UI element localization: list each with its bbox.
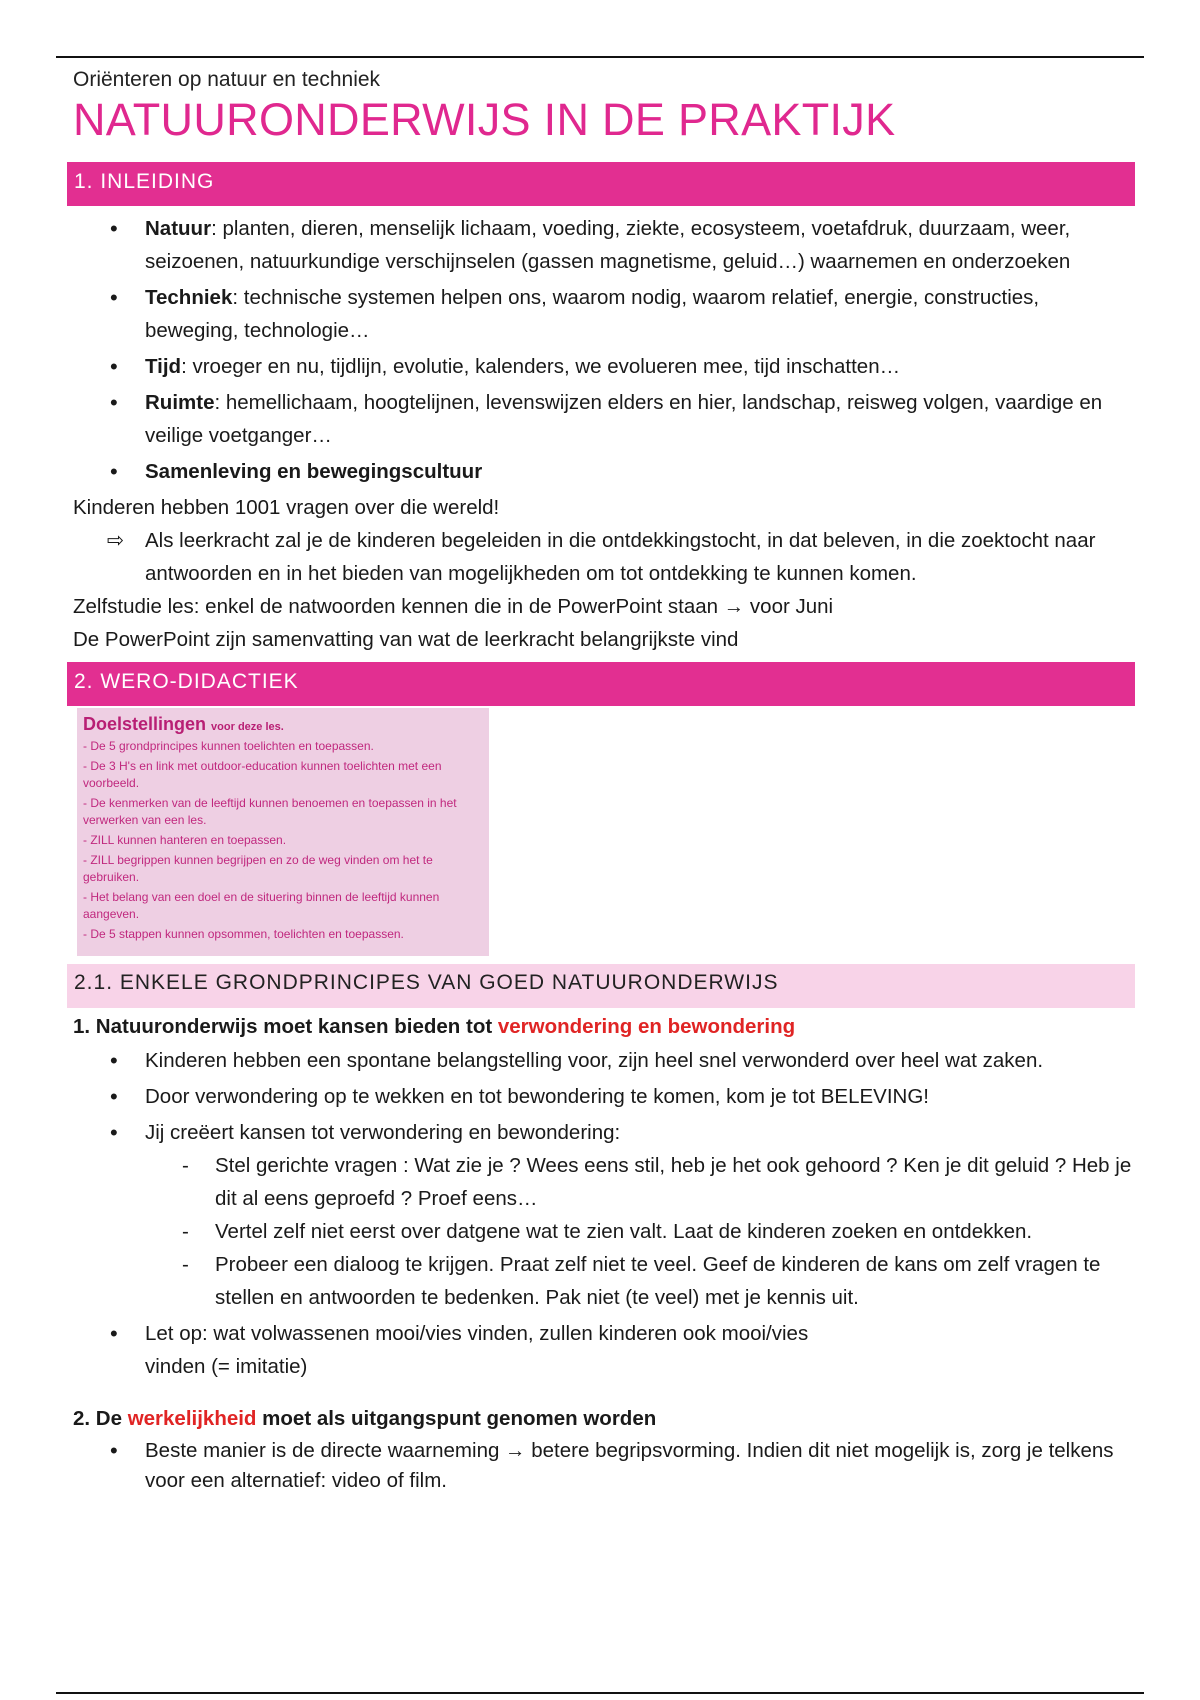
section-heading-inleiding: 1. INLEIDING [67, 162, 1135, 206]
goal-line: - De 3 H's en link met outdoor-education kunnen toelichten met een voorbeeld. [83, 759, 442, 790]
paragraph-selfstudy: Zelfstudie les: enkel de natwoorden kennen die in de PowerPoint staan → voor Juni [73, 595, 834, 618]
bullet-icon: • [110, 1048, 118, 1073]
goal-line: - ZILL kunnen hanteren en toepassen. [83, 833, 287, 847]
goal-line: - ZILL begrippen kunnen begrijpen en zo de weg vinden om het te gebruiken. [83, 853, 433, 884]
bottom-rule [56, 1692, 1144, 1694]
dash-list [145, 1149, 1135, 1314]
dash-item: - Stel gerichte vragen : Wat zie je ? Wees eens stil, heb je het ook gehoord ? Ken je dit geluid ? Heb je dit al eens geproefd ? Proef eens… [182, 1154, 1132, 1210]
subsection-heading-grondprincipes: 2.1. ENKELE GRONDPRINCIPES VAN GOED NATUURONDERWIJS [67, 964, 1135, 1008]
goals-box [77, 708, 489, 956]
list-item: • Samenleving en bewegingscultuur [67, 455, 1135, 488]
list-item: • Natuur: planten, dieren, menselijk lichaam, voeding, ziekte, ecosysteem, voetafdruk, duurzaam, weer, seizoenen, natuurkundige verschijnselen (gassen magnetisme, geluid…) waarnemen en onderzoeken [67, 212, 1135, 278]
list-item: • Kinderen hebben een spontane belangstelling voor, zijn heel snel verwonderd over heel wat zaken. [67, 1044, 1135, 1077]
principle-2-list [67, 1436, 1135, 1496]
bullet-icon: • [110, 285, 118, 310]
bullet-icon: • [110, 390, 118, 415]
document-page [67, 68, 1135, 1499]
bullet-icon: • [110, 1321, 118, 1346]
principle-heading-2: 2. De werkelijkheid moet als uitgangspunt genomen worden [73, 1407, 657, 1430]
section-heading-wero: 2. WERO-DIDACTIEK [67, 662, 1135, 706]
goals-title: Doelstellingen voor deze les. [83, 714, 284, 734]
list-item: • Let op: wat volwassenen mooi/vies vinden, zullen kinderen ook mooi/vies vinden (= imitatie) [67, 1317, 1135, 1383]
list-item: • Beste manier is de directe waarneming → betere begripsvorming. Indien dit niet mogelijk is, zorg je telkens voor een alternatief: video of film. [110, 1438, 1114, 1492]
list-item: • Tijd: vroeger en nu, tijdlijn, evolutie, kalenders, we evolueren mee, tijd inschatten… [67, 350, 1135, 383]
page-title: NATUURONDERWIJS IN DE PRAKTIJK [73, 94, 896, 145]
course-subtitle: Oriënteren op natuur en techniek [73, 68, 381, 91]
arrow-paragraph: ⇨ Als leerkracht zal je de kinderen begeleiden in die ontdekkingstocht, in dat beleven, in die zoektocht naar antwoorden en in het bieden van mogelijkheden om tot ontdekking te kunnen komen. [67, 524, 1135, 590]
bullet-icon: • [110, 216, 118, 241]
topics-list [67, 212, 1135, 488]
goal-line: - De kenmerken van de leeftijd kunnen benoemen en toepassen in het verwerken van een les. [83, 796, 457, 827]
bullet-icon: • [110, 1120, 118, 1145]
paragraph-powerpoint: De PowerPoint zijn samenvatting van wat de leerkracht belangrijkste vind [73, 628, 739, 651]
bullet-icon: • [110, 1084, 118, 1109]
dash-item: - Vertel zelf niet eerst over datgene wat te zien valt. Laat de kinderen zoeken en ontdekken. [182, 1220, 1033, 1243]
dash-item: - Probeer een dialoog te krijgen. Praat zelf niet te veel. Geef de kinderen de kans om zelf vragen te stellen en antwoorden te bedenken. Pak niet (te veel) met je kennis uit. [182, 1253, 1101, 1309]
goal-line: - De 5 stappen kunnen opsommen, toelichten en toepassen. [83, 927, 404, 941]
list-item: • Door verwondering op te wekken en tot bewondering te komen, kom je tot BELEVING! [67, 1080, 1135, 1113]
paragraph-questions: Kinderen hebben 1001 vragen over die wereld! [73, 496, 500, 519]
principle-heading-1: 1. Natuuronderwijs moet kansen bieden tot verwondering en bewondering [73, 1015, 796, 1038]
list-item: • Techniek: technische systemen helpen ons, waarom nodig, waarom relatief, energie, constructies, beweging, technologie… [67, 281, 1135, 347]
bullet-icon: • [110, 1438, 118, 1463]
arrow-right-icon: ⇨ [107, 529, 125, 552]
list-item: • Jij creëert kansen tot verwondering en bewondering: - Stel gerichte vragen : Wat zie je ? Wees eens stil, heb je het ook gehoord ? Ken je dit geluid ? Heb je dit al eens geproefd ? Proef eens… - Vertel zelf niet eerst over datgene wat te zien valt. Laat de kinderen zoeken en ontdekken. - Probeer een dialoog te krijgen. Praat zelf niet te veel. Geef de kinderen de kans om zelf vragen te stellen en antwoorden te bedenken. Pak niet (te veel) met je kennis uit. [67, 1116, 1135, 1314]
bullet-icon: • [110, 459, 118, 484]
list-item: • Ruimte: hemellichaam, hoogtelijnen, levenswijzen elders en hier, landschap, reisweg volgen, vaardige en veilige voetganger… [67, 386, 1135, 452]
goal-line: - De 5 grondprincipes kunnen toelichten en toepassen. [83, 739, 374, 753]
bullet-icon: • [110, 354, 118, 379]
principle-1-list [67, 1044, 1135, 1383]
top-rule [56, 56, 1144, 58]
goal-line: - Het belang van een doel en de situering binnen de leeftijd kunnen aangeven. [83, 890, 440, 921]
